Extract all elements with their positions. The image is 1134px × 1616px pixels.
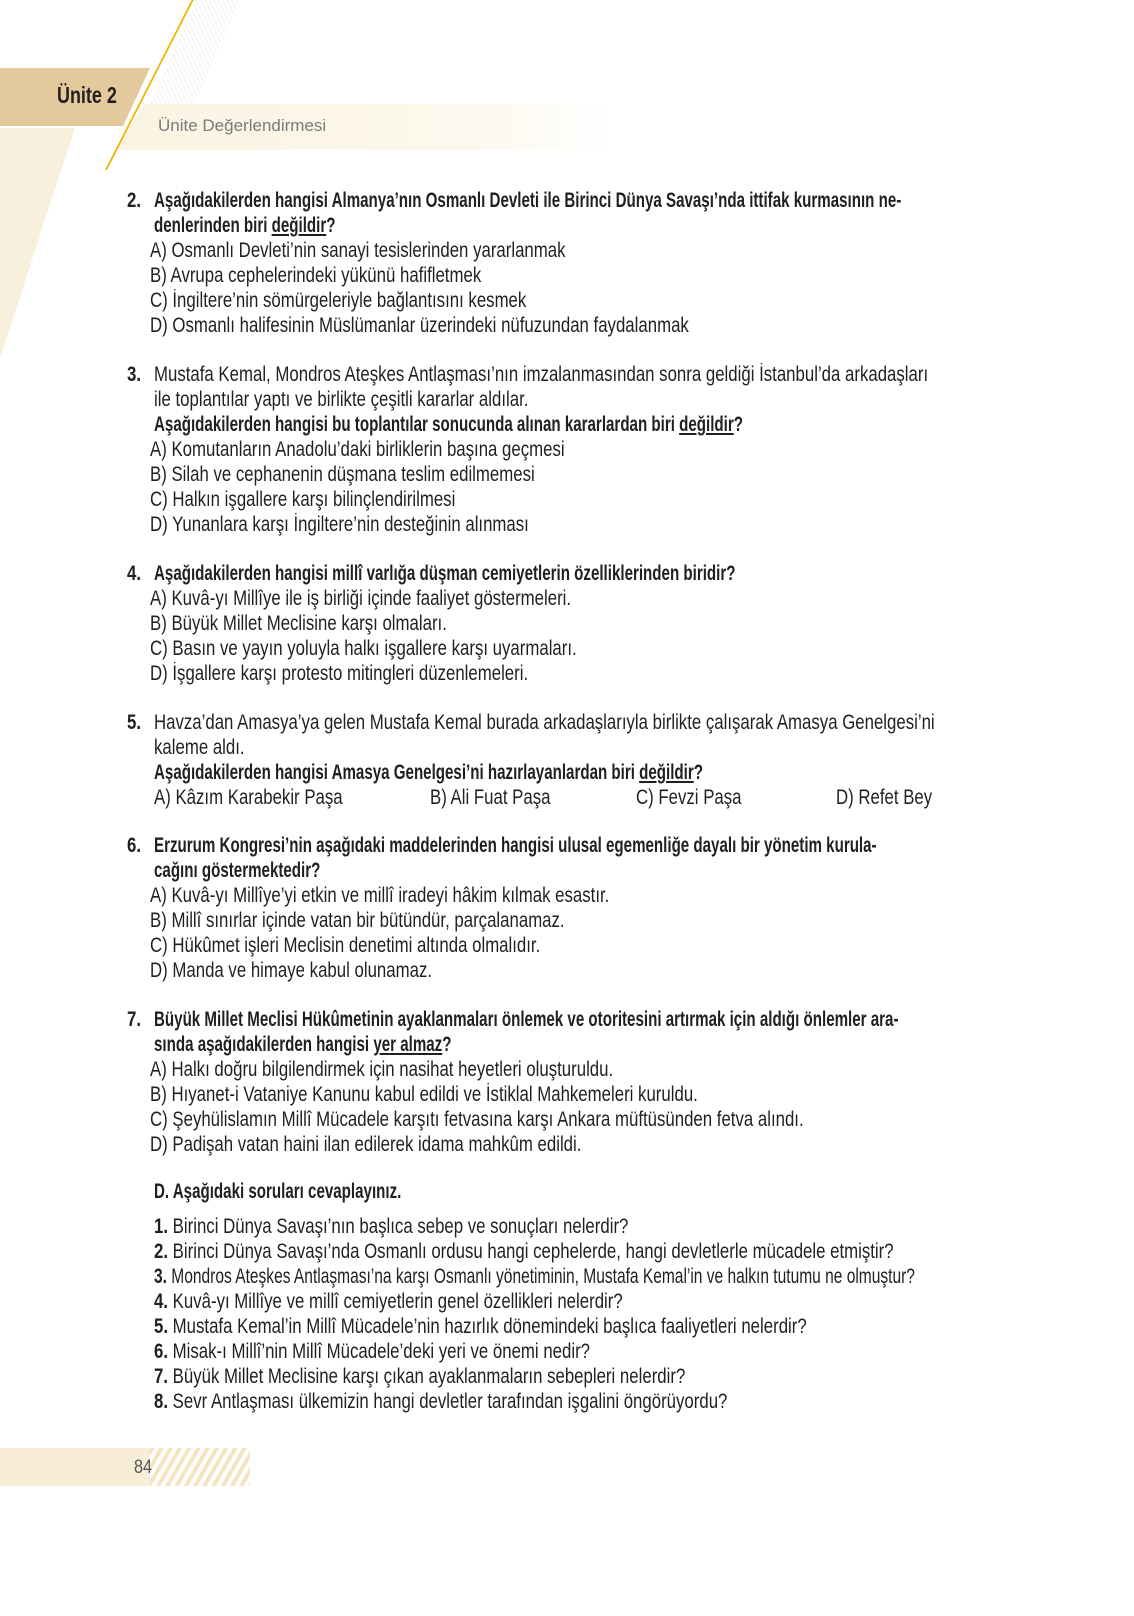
list-item: 8. Sevr Antlaşması ülkemizin hangi devletler tarafından işgalini öngörüyordu? bbox=[154, 1390, 728, 1413]
question-text: Büyük Millet Meclisi Hükûmetinin ayaklanmaları önlemek ve otoritesini artırmak için aldığı önlemler ara- bbox=[154, 1008, 899, 1031]
list-item: 2. Birinci Dünya Savaşı’nda Osmanlı ordusu hangi cephelerde, hangi devletlerle mücadele etmiştir? bbox=[154, 1240, 894, 1263]
option-d: D) Manda ve himaye kabul olunamaz. bbox=[150, 959, 433, 982]
question-6 bbox=[127, 833, 1134, 983]
option-b: B) Ali Fuat Paşa bbox=[430, 786, 551, 809]
list-item: 6. Misak-ı Millî’nin Millî Mücadele’deki yeri ve önemi nedir? bbox=[154, 1340, 591, 1363]
question-prompt: cağını göstermektedir? bbox=[154, 859, 321, 882]
option-c: C) Hükûmet işleri Meclisin denetimi altında olmalıdır. bbox=[150, 934, 541, 957]
question-stem: kaleme aldı. bbox=[154, 736, 245, 759]
option-a: A) Kâzım Karabekir Paşa bbox=[154, 786, 343, 809]
option-d: D) İşgallere karşı protesto mitingleri düzenlemeleri. bbox=[150, 662, 529, 685]
question-number: 6. bbox=[127, 834, 142, 857]
list-item: 5. Mustafa Kemal’in Millî Mücadele’nin hazırlık dönemindeki başlıca faaliyetleri nelerdir? bbox=[154, 1315, 807, 1338]
section-d-list bbox=[154, 1214, 1134, 1414]
question-7 bbox=[127, 1007, 1134, 1157]
option-b: B) Hıyanet-i Vataniye Kanunu kabul edildi ve İstiklal Mahkemeleri kuruldu. bbox=[150, 1083, 698, 1106]
question-5 bbox=[127, 710, 1130, 810]
question-stem: Havza’dan Amasya’ya gelen Mustafa Kemal burada arkadaşlarıyla birlikte çalışarak Amasya Genelgesi’ni bbox=[154, 711, 935, 734]
question-prompt: sında aşağıdakilerden hangisi yer almaz? bbox=[154, 1033, 452, 1056]
page-number: 84 bbox=[134, 1457, 152, 1478]
question-number: 7. bbox=[127, 1008, 142, 1031]
option-b: B) Millî sınırlar içinde vatan bir bütündür, parçalanamaz. bbox=[150, 909, 565, 932]
option-a: A) Halkı doğru bilgilendirmek için nasihat heyetleri oluşturuldu. bbox=[150, 1058, 614, 1081]
option-d: D) Padişah vatan haini ilan edilerek idama mahkûm edildi. bbox=[150, 1133, 582, 1156]
question-number: 4. bbox=[127, 562, 142, 585]
footer-stripes bbox=[150, 1448, 250, 1486]
question-number: 3. bbox=[127, 363, 142, 386]
question-4 bbox=[127, 561, 962, 686]
list-item: 1. Birinci Dünya Savaşı’nın başlıca sebep ve sonuçları nelerdir? bbox=[154, 1215, 629, 1238]
option-c: C) Şeyhülislamın Millî Mücadele karşıtı fetvasına karşı Ankara müftüsünden fetva alındı. bbox=[150, 1108, 804, 1131]
question-number: 5. bbox=[127, 711, 142, 734]
option-b: B) Silah ve cephanenin düşmana teslim edilmemesi bbox=[150, 463, 535, 486]
section-title: Ünite Değerlendirmesi bbox=[158, 116, 327, 135]
decor-bar bbox=[0, 128, 75, 358]
question-text: Erzurum Kongresi’nin aşağıdaki maddelerinden hangisi ulusal egemenliğe dayalı bir yönetim kurula- bbox=[154, 834, 877, 857]
question-prompt: Aşağıdakilerden hangisi Amasya Genelgesi’ni hazırlayanlardan biri değildir? bbox=[154, 761, 703, 784]
option-d: D) Refet Bey bbox=[836, 786, 933, 809]
list-item: 7. Büyük Millet Meclisine karşı çıkan ayaklanmaların sebepleri nelerdir? bbox=[154, 1365, 686, 1388]
list-item: 4. Kuvâ-yı Millîye ve millî cemiyetlerin genel özellikleri nelerdir? bbox=[154, 1290, 623, 1313]
option-c: C) Fevzi Paşa bbox=[636, 786, 742, 809]
list-item: 3. Mondros Ateşkes Antlaşması’na karşı Osmanlı yönetiminin, Mustafa Kemal’in ve halkın tutumu ne olmuştur? bbox=[154, 1265, 915, 1288]
question-prompt: denlerinden biri değildir? bbox=[154, 214, 336, 237]
section-d-title: D. Aşağıdaki soruları cevaplayınız. bbox=[154, 1180, 402, 1203]
option-a: A) Kuvâ-yı Millîye’yi etkin ve millî iradeyi hâkim kılmak esastır. bbox=[150, 884, 610, 907]
question-text: Aşağıdakilerden hangisi Almanya’nın Osmanlı Devleti ile Birinci Dünya Savaşı’nda ittifak kurmasının ne- bbox=[154, 189, 902, 212]
option-c: C) Halkın işgallere karşı bilinçlendirilmesi bbox=[150, 488, 456, 511]
option-a: A) Komutanların Anadolu’daki birliklerin başına geçmesi bbox=[150, 438, 565, 461]
question-stem: Mustafa Kemal, Mondros Ateşkes Antlaşması’nın imzalanmasından sonra geldiği İstanbul’da arkadaşları bbox=[154, 363, 929, 386]
question-stem: ile toplantılar yaptı ve birlikte çeşitli kararlar aldılar. bbox=[154, 388, 529, 411]
option-a: A) Osmanlı Devleti’nin sanayi tesislerinden yararlanmak bbox=[150, 239, 566, 262]
unit-label: Ünite 2 bbox=[57, 82, 117, 108]
question-prompt: Aşağıdakilerden hangisi bu toplantılar sonucunda alınan kararlardan biri değildir? bbox=[154, 413, 743, 436]
option-d: D) Osmanlı halifesinin Müslümanlar üzerindeki nüfuzundan faydalanmak bbox=[150, 314, 689, 337]
question-3 bbox=[127, 362, 1122, 537]
option-b: B) Avrupa cephelerindeki yükünü hafifletmek bbox=[150, 264, 482, 287]
question-prompt: Aşağıdakilerden hangisi millî varlığa düşman cemiyetlerin özelliklerinden biridir? bbox=[154, 562, 736, 585]
option-c: C) Basın ve yayın yoluyla halkı işgallere karşı uyarmaları. bbox=[150, 637, 577, 660]
option-a: A) Kuvâ-yı Millîye ile iş birliği içinde faaliyet göstermeleri. bbox=[150, 587, 572, 610]
question-2 bbox=[127, 188, 1134, 338]
question-number: 2. bbox=[127, 189, 142, 212]
option-d: D) Yunanlara karşı İngiltere’nin desteğinin alınması bbox=[150, 513, 529, 536]
option-b: B) Büyük Millet Meclisine karşı olmaları. bbox=[150, 612, 447, 635]
option-c: C) İngiltere’nin sömürgeleriyle bağlantısını kesmek bbox=[150, 289, 527, 312]
